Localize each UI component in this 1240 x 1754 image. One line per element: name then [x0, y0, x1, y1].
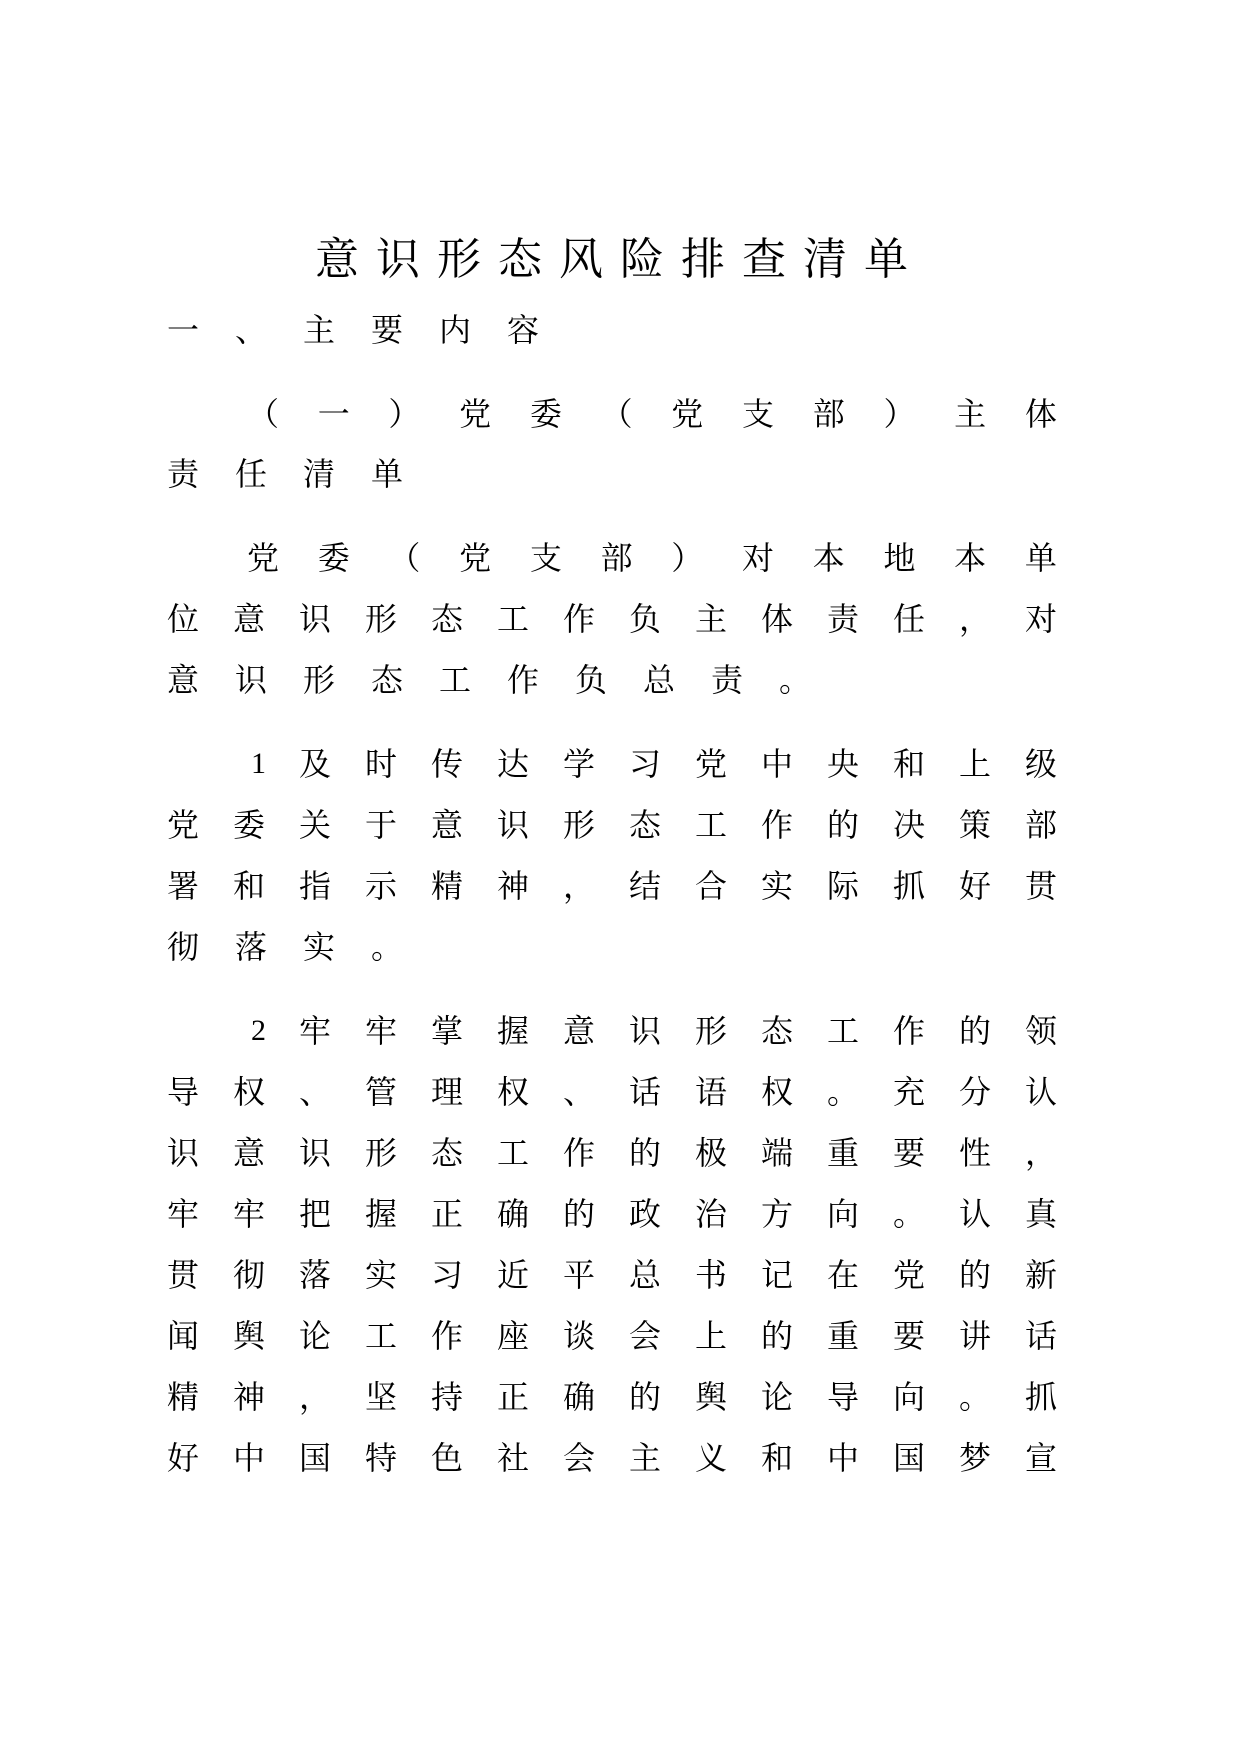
- text-line: [166, 1131, 1058, 1175]
- glyph: 极: [694, 1134, 727, 1172]
- glyph: 认: [1024, 1073, 1057, 1111]
- glyph: 把: [298, 1195, 331, 1233]
- glyph: 作: [562, 1134, 595, 1172]
- glyph: 形: [302, 661, 335, 699]
- glyph: 国: [298, 1439, 331, 1477]
- glyph: 充: [892, 1073, 925, 1111]
- text-line: [246, 742, 1058, 786]
- glyph: ）: [883, 395, 916, 433]
- glyph: 彻: [166, 928, 199, 966]
- glyph: 要: [892, 1317, 925, 1355]
- glyph: 谈: [562, 1317, 595, 1355]
- glyph: 工: [496, 1134, 529, 1172]
- glyph: 党: [694, 745, 727, 783]
- glyph: 识: [298, 600, 331, 638]
- glyph: 部: [600, 539, 633, 577]
- glyph: 传: [430, 745, 463, 783]
- glyph: 意: [166, 661, 199, 699]
- text-line: [246, 536, 1058, 580]
- glyph: 会: [628, 1317, 661, 1355]
- glyph: 权: [760, 1073, 793, 1111]
- glyph: 态: [430, 600, 463, 638]
- glyph: 作: [430, 1317, 463, 1355]
- glyph: 确: [496, 1195, 529, 1233]
- glyph: 导: [166, 1073, 199, 1111]
- glyph: 达: [496, 745, 529, 783]
- glyph: 工: [826, 1012, 859, 1050]
- glyph: 对: [1024, 600, 1057, 638]
- glyph: 态: [628, 806, 661, 844]
- glyph: 、: [562, 1073, 595, 1111]
- glyph: 。: [826, 1073, 859, 1111]
- glyph: 党: [892, 1256, 925, 1294]
- glyph: 示: [364, 867, 397, 905]
- glyph: 色: [430, 1439, 463, 1477]
- glyph: 中: [826, 1439, 859, 1477]
- glyph: 。: [958, 1378, 991, 1416]
- glyph: 总: [642, 661, 675, 699]
- glyph: 的: [826, 806, 859, 844]
- glyph: 在: [826, 1256, 859, 1294]
- glyph: 近: [496, 1256, 529, 1294]
- glyph: 关: [298, 806, 331, 844]
- text-line: [166, 1436, 1058, 1480]
- glyph: 形: [364, 1134, 397, 1172]
- glyph: 态: [760, 1012, 793, 1050]
- glyph: 讲: [958, 1317, 991, 1355]
- glyph: 上: [694, 1317, 727, 1355]
- glyph: 结: [628, 867, 661, 905]
- glyph: 的: [628, 1378, 661, 1416]
- glyph: ，: [298, 1378, 331, 1416]
- glyph: 署: [166, 867, 199, 905]
- glyph: （: [600, 395, 633, 433]
- glyph: 神: [232, 1378, 265, 1416]
- glyph: 论: [760, 1378, 793, 1416]
- glyph: 级: [1024, 745, 1057, 783]
- glyph: 工: [694, 806, 727, 844]
- glyph: ）: [671, 539, 704, 577]
- glyph: 的: [562, 1195, 595, 1233]
- glyph: 实: [364, 1256, 397, 1294]
- glyph: 及: [298, 745, 331, 783]
- glyph: 理: [430, 1073, 463, 1111]
- glyph: 掌: [430, 1012, 463, 1050]
- glyph: 部: [1024, 806, 1057, 844]
- glyph: 主: [694, 600, 727, 638]
- glyph: 好: [166, 1439, 199, 1477]
- glyph: 书: [694, 1256, 727, 1294]
- glyph: 论: [298, 1317, 331, 1355]
- glyph: 国: [892, 1439, 925, 1477]
- glyph: 体: [760, 600, 793, 638]
- glyph: 内: [438, 311, 471, 349]
- glyph: 贯: [1024, 867, 1057, 905]
- glyph: 特: [364, 1439, 397, 1477]
- glyph: 管: [364, 1073, 397, 1111]
- glyph: 委: [317, 539, 350, 577]
- glyph: 际: [826, 867, 859, 905]
- glyph: 意: [430, 806, 463, 844]
- glyph: 宣: [1024, 1439, 1057, 1477]
- glyph: 本: [954, 539, 987, 577]
- glyph: 识: [234, 661, 267, 699]
- glyph: 意: [232, 1134, 265, 1172]
- glyph: 导: [826, 1378, 859, 1416]
- text-line: [166, 925, 1058, 969]
- glyph: 委: [232, 806, 265, 844]
- glyph: 学: [562, 745, 595, 783]
- glyph: 责: [826, 600, 859, 638]
- glyph: 牢: [166, 1195, 199, 1233]
- glyph: 体: [1024, 395, 1057, 433]
- glyph: 实: [760, 867, 793, 905]
- glyph: 合: [694, 867, 727, 905]
- glyph: 识: [298, 1134, 331, 1172]
- glyph: 真: [1024, 1195, 1057, 1233]
- glyph: 中: [232, 1439, 265, 1477]
- glyph: 态: [370, 661, 403, 699]
- text-line: [166, 864, 1058, 908]
- text-line: [246, 392, 1058, 436]
- glyph: 的: [628, 1134, 661, 1172]
- glyph: 支: [529, 539, 562, 577]
- glyph: 牢: [232, 1195, 265, 1233]
- glyph: 座: [496, 1317, 529, 1355]
- glyph: 本: [812, 539, 845, 577]
- glyph: 。: [892, 1195, 925, 1233]
- glyph: 向: [826, 1195, 859, 1233]
- glyph: 抓: [892, 867, 925, 905]
- glyph: 态: [430, 1134, 463, 1172]
- text-line: [166, 803, 1058, 847]
- glyph: 精: [166, 1378, 199, 1416]
- glyph: 位: [166, 600, 199, 638]
- glyph: 习: [628, 745, 661, 783]
- glyph: ）: [388, 395, 421, 433]
- text-line: [166, 1314, 1058, 1358]
- glyph: 、: [234, 311, 267, 349]
- glyph: 央: [826, 745, 859, 783]
- glyph: 单: [1024, 539, 1057, 577]
- glyph: 单: [370, 455, 403, 493]
- glyph: 语: [694, 1073, 727, 1111]
- text-line: [166, 1192, 1058, 1236]
- glyph: 的: [958, 1256, 991, 1294]
- glyph: 持: [430, 1378, 463, 1416]
- glyph: 握: [364, 1195, 397, 1233]
- glyph: 总: [628, 1256, 661, 1294]
- glyph: 的: [760, 1317, 793, 1355]
- glyph: 识: [166, 1134, 199, 1172]
- glyph: 抓: [1024, 1378, 1057, 1416]
- glyph: 作: [892, 1012, 925, 1050]
- glyph: 认: [958, 1195, 991, 1233]
- glyph: 的: [958, 1012, 991, 1050]
- glyph: 识: [496, 806, 529, 844]
- glyph: 党: [166, 806, 199, 844]
- glyph: 工: [364, 1317, 397, 1355]
- text-line: [166, 1375, 1058, 1419]
- glyph: （: [388, 539, 421, 577]
- glyph: 平: [562, 1256, 595, 1294]
- glyph: 义: [694, 1439, 727, 1477]
- glyph: 落: [298, 1256, 331, 1294]
- glyph: 负: [574, 661, 607, 699]
- glyph: 主: [954, 395, 987, 433]
- glyph: 党: [459, 395, 492, 433]
- glyph: 握: [496, 1012, 529, 1050]
- glyph: 和: [892, 745, 925, 783]
- glyph: 政: [628, 1195, 661, 1233]
- glyph: 坚: [364, 1378, 397, 1416]
- glyph: 指: [298, 867, 331, 905]
- glyph: 上: [958, 745, 991, 783]
- glyph: 地: [883, 539, 916, 577]
- glyph: 领: [1024, 1012, 1057, 1050]
- glyph: 一: [317, 395, 350, 433]
- glyph: 于: [364, 806, 397, 844]
- glyph: 舆: [232, 1317, 265, 1355]
- glyph: 会: [562, 1439, 595, 1477]
- glyph: 精: [430, 867, 463, 905]
- glyph: 方: [760, 1195, 793, 1233]
- glyph: 牢: [298, 1012, 331, 1050]
- text-line: [246, 1009, 1058, 1053]
- glyph: 彻: [232, 1256, 265, 1294]
- text-line: [166, 658, 1058, 702]
- document-title: 意识形态风险排查清单: [315, 234, 925, 285]
- glyph: ，: [958, 600, 991, 638]
- glyph: 落: [234, 928, 267, 966]
- glyph: 梦: [958, 1439, 991, 1477]
- glyph: 识: [628, 1012, 661, 1050]
- glyph: 责: [166, 455, 199, 493]
- glyph: 。: [778, 661, 811, 699]
- glyph: 话: [1024, 1317, 1057, 1355]
- glyph: 意: [562, 1012, 595, 1050]
- glyph: 作: [506, 661, 539, 699]
- glyph: 主: [302, 311, 335, 349]
- glyph: 正: [430, 1195, 463, 1233]
- glyph: 闻: [166, 1317, 199, 1355]
- glyph: 确: [562, 1378, 595, 1416]
- glyph: 分: [958, 1073, 991, 1111]
- glyph: 新: [1024, 1256, 1057, 1294]
- text-line: [166, 597, 1058, 641]
- glyph: 党: [459, 539, 492, 577]
- text-line: [166, 308, 1058, 352]
- glyph: 工: [496, 600, 529, 638]
- glyph: 2: [251, 1014, 266, 1047]
- text-line: [166, 452, 1058, 496]
- glyph: 时: [364, 745, 397, 783]
- glyph: 作: [760, 806, 793, 844]
- glyph: 形: [562, 806, 595, 844]
- glyph: 对: [742, 539, 775, 577]
- glyph: 贯: [166, 1256, 199, 1294]
- glyph: 正: [496, 1378, 529, 1416]
- glyph: 任: [892, 600, 925, 638]
- glyph: 策: [958, 806, 991, 844]
- glyph: 实: [302, 928, 335, 966]
- glyph: 话: [628, 1073, 661, 1111]
- glyph: 权: [232, 1073, 265, 1111]
- glyph: 决: [892, 806, 925, 844]
- glyph: 端: [760, 1134, 793, 1172]
- glyph: 要: [370, 311, 403, 349]
- glyph: 神: [496, 867, 529, 905]
- glyph: 责: [710, 661, 743, 699]
- glyph: 社: [496, 1439, 529, 1477]
- glyph: 1: [251, 747, 266, 780]
- glyph: 工: [438, 661, 471, 699]
- glyph: 和: [760, 1439, 793, 1477]
- glyph: 党: [671, 395, 704, 433]
- glyph: （: [246, 395, 279, 433]
- glyph: 好: [958, 867, 991, 905]
- glyph: 意: [232, 600, 265, 638]
- glyph: 习: [430, 1256, 463, 1294]
- glyph: 委: [529, 395, 562, 433]
- glyph: ，: [562, 867, 595, 905]
- glyph: 中: [760, 745, 793, 783]
- glyph: 负: [628, 600, 661, 638]
- glyph: 牢: [364, 1012, 397, 1050]
- text-line: [166, 1070, 1058, 1114]
- glyph: 性: [958, 1134, 991, 1172]
- glyph: 重: [826, 1134, 859, 1172]
- glyph: 清: [302, 455, 335, 493]
- glyph: 党: [246, 539, 279, 577]
- glyph: 向: [892, 1378, 925, 1416]
- glyph: 和: [232, 867, 265, 905]
- glyph: 容: [506, 311, 539, 349]
- glyph: 舆: [694, 1378, 727, 1416]
- glyph: ，: [1024, 1134, 1057, 1172]
- glyph: 任: [234, 455, 267, 493]
- glyph: 作: [562, 600, 595, 638]
- glyph: 主: [628, 1439, 661, 1477]
- glyph: 治: [694, 1195, 727, 1233]
- glyph: 一: [166, 311, 199, 349]
- glyph: 支: [742, 395, 775, 433]
- glyph: 部: [812, 395, 845, 433]
- glyph: 。: [370, 928, 403, 966]
- glyph: 重: [826, 1317, 859, 1355]
- glyph: 要: [892, 1134, 925, 1172]
- glyph: 形: [694, 1012, 727, 1050]
- glyph: 、: [298, 1073, 331, 1111]
- glyph: 记: [760, 1256, 793, 1294]
- text-line: [166, 1253, 1058, 1297]
- glyph: 权: [496, 1073, 529, 1111]
- glyph: 形: [364, 600, 397, 638]
